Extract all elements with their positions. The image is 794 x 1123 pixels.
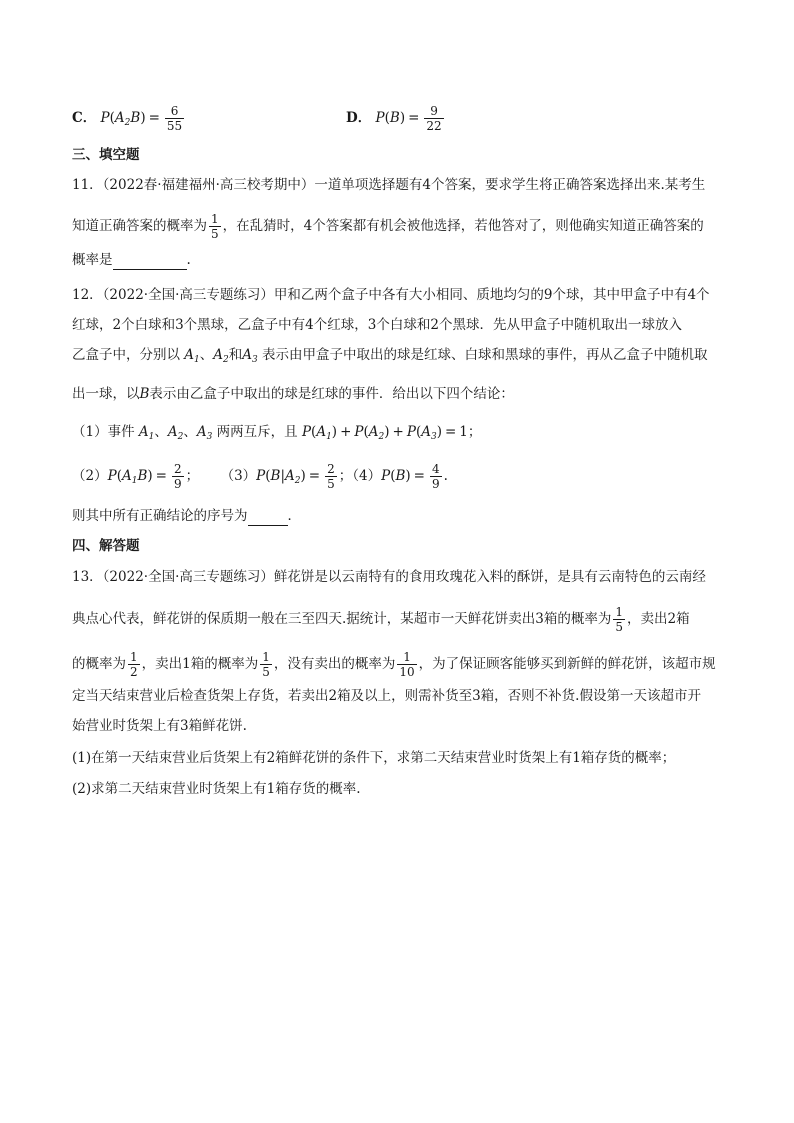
q13-line1: 13．（2022·全国·高三专题练习）鲜花饼是以云南特有的食用玫瑰花入料的酥饼，是具有云南特色的云南经 bbox=[72, 569, 706, 585]
q12-line1: 12．（2022·全国·高三专题练习）甲和乙两个盒子中各有大小相同、质地均匀的9个球，其中甲盒子中有4个 bbox=[72, 287, 710, 303]
q12-conclusion-1: （1）事件 $A_1$、$A_2$、$A_3$ 两两互斥，且 $P(A_1) + P(A_2) + P(A_3) = 1$； bbox=[72, 424, 482, 442]
option-c-fraction: $\frac{6}{55}$ bbox=[166, 104, 183, 133]
q13-part1: (1)在第一天结束营业后货架上有2箱鲜花饼的条件下，求第二天结束营业时货架上有1箱存货的概率； bbox=[72, 750, 676, 766]
option-c bbox=[72, 104, 186, 133]
q13-line5: 始营业时货架上有3箱鲜花饼. bbox=[72, 718, 247, 734]
q12-line3: 乙盒子中，分别以 $A_1$、$A_2$和$A_3$ 表示由甲盒子中取出的球是红球、白球和黑球的事件，再从乙盒子中随机取 bbox=[72, 347, 708, 365]
q13-line4: 定当天结束营业后检查货架上存货，若卖出2箱及以上，则需补货至3箱，否则不补货.假设第一天该超市开 bbox=[72, 688, 701, 704]
q12-line4: 出一球，以B表示由乙盒子中取出的球是红球的事件．给出以下四个结论： bbox=[72, 386, 514, 402]
q12-question: 则其中所有正确结论的序号为 ． bbox=[72, 508, 301, 524]
q12-line2: 红球，2个白球和3个黑球，乙盒子中有4个红球，3个白球和2个黑球．先从甲盒子中随机取出一球放入 bbox=[72, 317, 682, 333]
option-d-fraction: $\frac{9}{22}$ bbox=[426, 104, 442, 133]
q11-answer-blank[interactable] bbox=[113, 255, 187, 270]
q11-line2: 知道正确答案的概率为 $\frac{1}{5}$ ，在乱猜时，4个答案都有机会被他选择，若他答对了，则他确实知道正确答案的 bbox=[72, 212, 704, 241]
q12-conclusions-2-4: $(2)P(A_1B)$ = $\frac{2}{9}$ ； $(3)P(B|A_2)$ = $\frac{2}{5}$ ；（4）P(B) = $\frac{4}{9}$ . bbox=[72, 462, 448, 491]
q13-part2: (2)求第二天结束营业时货架上有1箱存货的概率. bbox=[72, 781, 361, 797]
section3-heading: 三、填空题 bbox=[72, 147, 140, 163]
q12-answer-blank[interactable] bbox=[248, 511, 288, 526]
option-c-formula: $P(A_2B)$ = bbox=[100, 110, 160, 128]
q13-line2: 典点心代表，鲜花饼的保质期一般在三至四天.据统计，某超市一天鲜花饼卖出3箱的概率为 $\frac{1}{5}$ ，卖出2箱 bbox=[72, 605, 690, 634]
q11-line3: 概率是 . bbox=[72, 252, 191, 268]
option-c-label: C． bbox=[72, 110, 97, 126]
q11-fraction: $\frac{1}{5}$ bbox=[211, 212, 219, 241]
q13-line3: 的概率为 $\frac{1}{2}$ ，卖出1箱的概率为 $\frac{1}{5}$ ，没有卖出的概率为 $\frac{1}{10}$ ，为了保证顾客能够买到新鲜的鲜花饼，该超市规 bbox=[72, 650, 716, 679]
option-d bbox=[346, 104, 446, 133]
option-d-label: D． bbox=[346, 110, 372, 126]
q11-line1: 11．（2022春·福建福州·高三校考期中）一道单项选择题有4个答案，要求学生将正确答案选择出来.某考生 bbox=[72, 177, 706, 193]
option-d-formula: P(B) = bbox=[375, 110, 420, 126]
section4-heading: 四、解答题 bbox=[72, 538, 140, 554]
